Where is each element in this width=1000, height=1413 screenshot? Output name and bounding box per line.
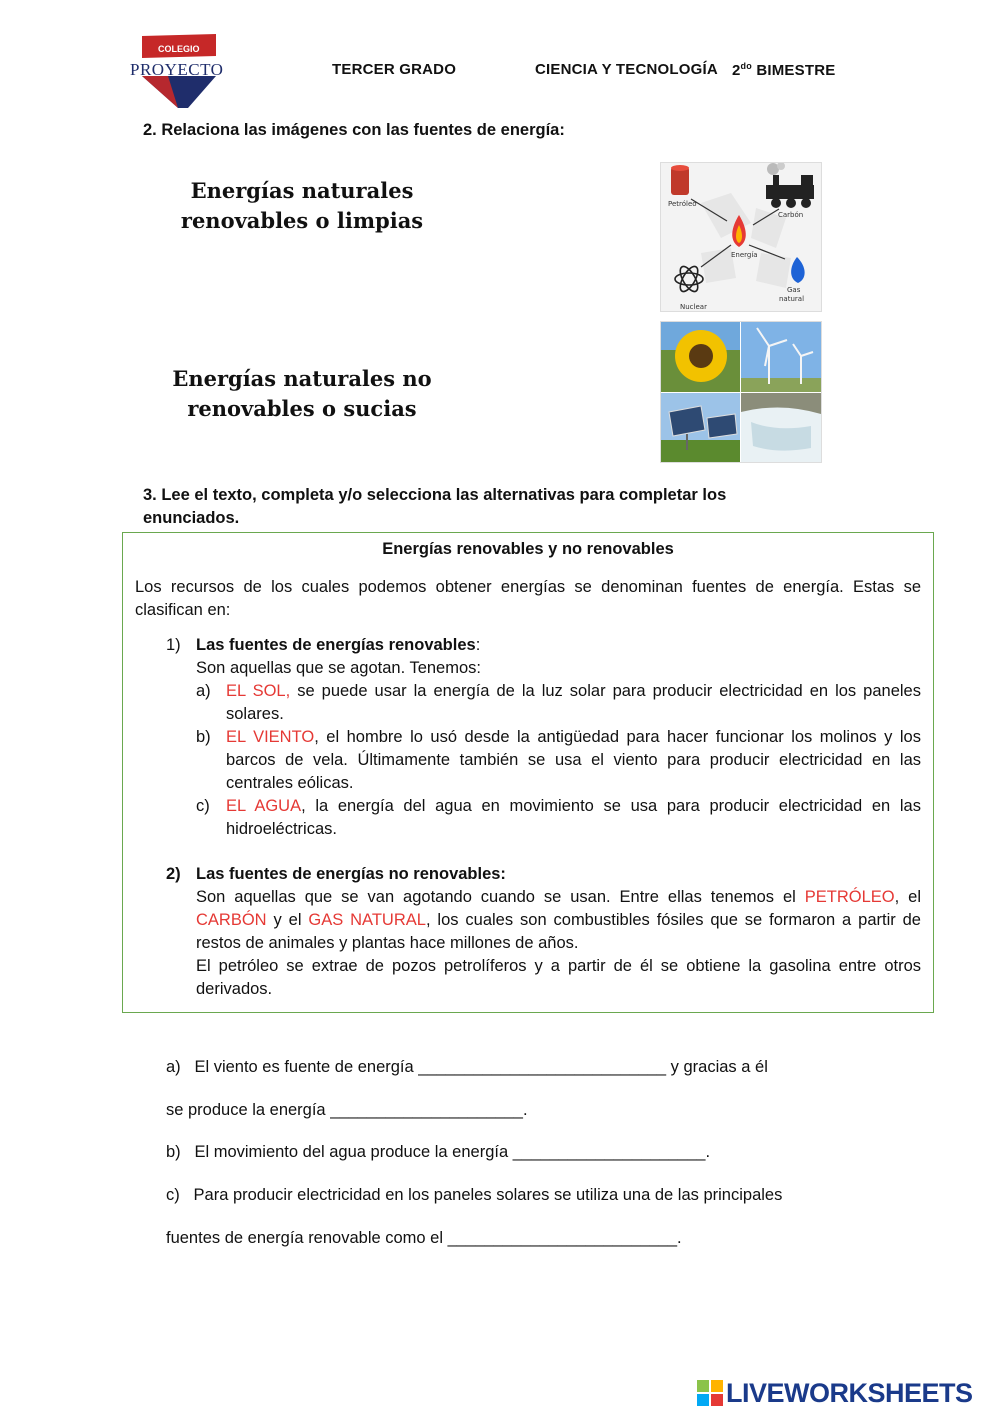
answer-c-line2-text: fuentes de energía renovable como el xyxy=(166,1229,444,1247)
label-nonrenewable-line1: Energías naturales no xyxy=(172,366,432,391)
item-a-text xyxy=(226,680,921,726)
section-2-text-1: Son aquellas que se van agotando cuando se usan. Entre ellas tenemos el xyxy=(196,888,805,906)
keyword-carbon: CARBÓN xyxy=(196,911,267,929)
answer-a-letter: a) xyxy=(166,1058,181,1076)
liveworksheets-wordmark: LIVEWORKSHEETS xyxy=(726,1377,973,1408)
question-2-title: 2. Relaciona las imágenes con las fuentes de energía: xyxy=(143,121,565,139)
answer-b xyxy=(166,1143,710,1162)
answer-c-period: . xyxy=(677,1229,682,1247)
label-renewable[interactable] xyxy=(152,176,452,236)
liveworksheets-logo[interactable] xyxy=(697,1377,973,1409)
item-c-text xyxy=(226,795,921,841)
section-1-heading-text: Las fuentes de energías renovables xyxy=(196,636,476,654)
diagram-label-natural: natural xyxy=(779,295,805,303)
section-2-paragraph-2: El petróleo se extrae de pozos petrolíferos y a partir de él se obtiene la gasolina entre otros derivados. xyxy=(196,957,921,998)
section-1-subtitle: Son aquellas que se agotan. Tenemos: xyxy=(196,659,481,677)
term-word: BIMESTRE xyxy=(756,62,836,79)
question-3-line2: enunciados. xyxy=(143,509,240,527)
item-a-description: se puede usar la energía de la luz solar para producir electricidad en los paneles solares. xyxy=(226,682,921,723)
train-icon xyxy=(766,175,814,208)
subject-label: CIENCIA Y TECNOLOGÍA xyxy=(535,61,718,78)
item-c-description: , la energía del agua en movimiento se usa para producir electricidad en las hidroeléctricas. xyxy=(226,797,921,838)
section-1-colon: : xyxy=(475,636,481,654)
answer-a-blank-1[interactable]: ___________________________ xyxy=(418,1058,667,1076)
item-b-text xyxy=(226,726,921,795)
answer-b-text: El movimiento del agua produce la energía xyxy=(194,1143,509,1161)
section-1-heading xyxy=(196,634,480,657)
answer-c-letter: c) xyxy=(166,1186,180,1204)
diagram-label-petroleo: Petróleo xyxy=(668,200,697,208)
answer-c-line1 xyxy=(166,1186,782,1205)
gas-flame-icon xyxy=(791,257,805,283)
section-1-number: 1) xyxy=(166,636,181,654)
answer-b-letter: b) xyxy=(166,1143,181,1161)
diagram-label-energia: Energía xyxy=(731,251,758,259)
term-label xyxy=(732,61,835,79)
renewable-energy-collage[interactable] xyxy=(660,321,822,463)
item-a-letter: a) xyxy=(196,682,211,700)
section-2-text-3: y el xyxy=(266,911,309,929)
dam-water-icon xyxy=(741,407,821,462)
question-3-title xyxy=(143,484,726,530)
answer-c-line2 xyxy=(166,1229,682,1248)
answer-a-line1 xyxy=(166,1058,768,1077)
section-2-text-4: , los cuales son combustibles fósiles que se formaron a partir de restos de animales y plantas hace millones de años. xyxy=(196,911,921,952)
answer-a-text: El viento es fuente de energía xyxy=(194,1058,414,1076)
section-2-number: 2) xyxy=(166,865,181,883)
label-renewable-line2: renovables o limpias xyxy=(180,208,424,233)
reading-intro: Los recursos de los cuales podemos obtener energías se denominan fuentes de energía. Estas se clasifican en: xyxy=(135,578,921,619)
answer-a-line2 xyxy=(166,1101,528,1120)
logo-text-proyecto: PROYECTO xyxy=(130,60,224,79)
answer-b-blank[interactable]: _____________________ xyxy=(512,1143,706,1161)
reading-box xyxy=(122,532,934,1013)
school-logo xyxy=(128,32,228,110)
liveworksheets-grid-icon xyxy=(697,1380,723,1406)
answer-a-blank-2[interactable]: _____________________ xyxy=(330,1101,523,1119)
diagram-label-nuclear: Nuclear xyxy=(680,303,707,311)
answer-b-period: . xyxy=(705,1143,711,1161)
section-2-heading: Las fuentes de energías no renovables: xyxy=(196,865,506,883)
answer-a-line2-text: se produce la energía xyxy=(166,1101,326,1119)
answer-c-text: Para producir electricidad en los paneles solares se utiliza una de las principales xyxy=(193,1186,783,1204)
oil-barrel-icon xyxy=(671,167,689,195)
section-2-paragraph xyxy=(196,886,921,955)
term-number: 2 xyxy=(732,62,741,79)
item-b-description: , el hombre lo usó desde la antigüedad para hacer funcionar los molinos y los barcos de vela. Últimamente también se usa el viento para producir electricidad en las centrales eólicas. xyxy=(226,728,921,792)
renewable-collage-graphic xyxy=(661,322,821,462)
reading-box-title: Energías renovables y no renovables xyxy=(382,540,674,558)
label-renewable-line1: Energías naturales xyxy=(190,178,414,203)
keyword-gas-natural: GAS NATURAL xyxy=(308,911,426,929)
item-a-keyword: EL SOL, xyxy=(226,682,291,700)
item-b-keyword: EL VIENTO xyxy=(226,728,315,746)
question-3-line1: 3. Lee el texto, completa y/o selecciona las alternativas para completar los xyxy=(143,486,727,504)
item-b-letter: b) xyxy=(196,728,211,746)
logo-text-colegio: COLEGIO xyxy=(158,44,200,54)
diagram-label-gas: Gas xyxy=(787,286,801,294)
item-c-keyword: EL AGUA xyxy=(226,797,302,815)
section-2-text-2: , el xyxy=(894,888,922,906)
answer-a-period: . xyxy=(522,1101,528,1119)
label-nonrenewable[interactable] xyxy=(152,364,452,424)
diagram-label-carbon: Carbón xyxy=(778,211,804,219)
item-c-letter: c) xyxy=(196,797,210,815)
keyword-petroleo: PETRÓLEO xyxy=(804,888,895,906)
atom-icon xyxy=(675,264,703,294)
fossil-diagram-graphic xyxy=(661,163,821,311)
sunflower-icon xyxy=(675,330,727,382)
answer-a-text-2: y gracias a él xyxy=(666,1058,768,1076)
label-nonrenewable-line2: renovables o sucias xyxy=(187,396,417,421)
fossil-energy-diagram[interactable] xyxy=(660,162,822,312)
answer-c-blank[interactable]: _________________________ xyxy=(447,1229,678,1247)
term-superscript: do xyxy=(740,61,752,71)
grade-label: TERCER GRADO xyxy=(332,61,457,78)
